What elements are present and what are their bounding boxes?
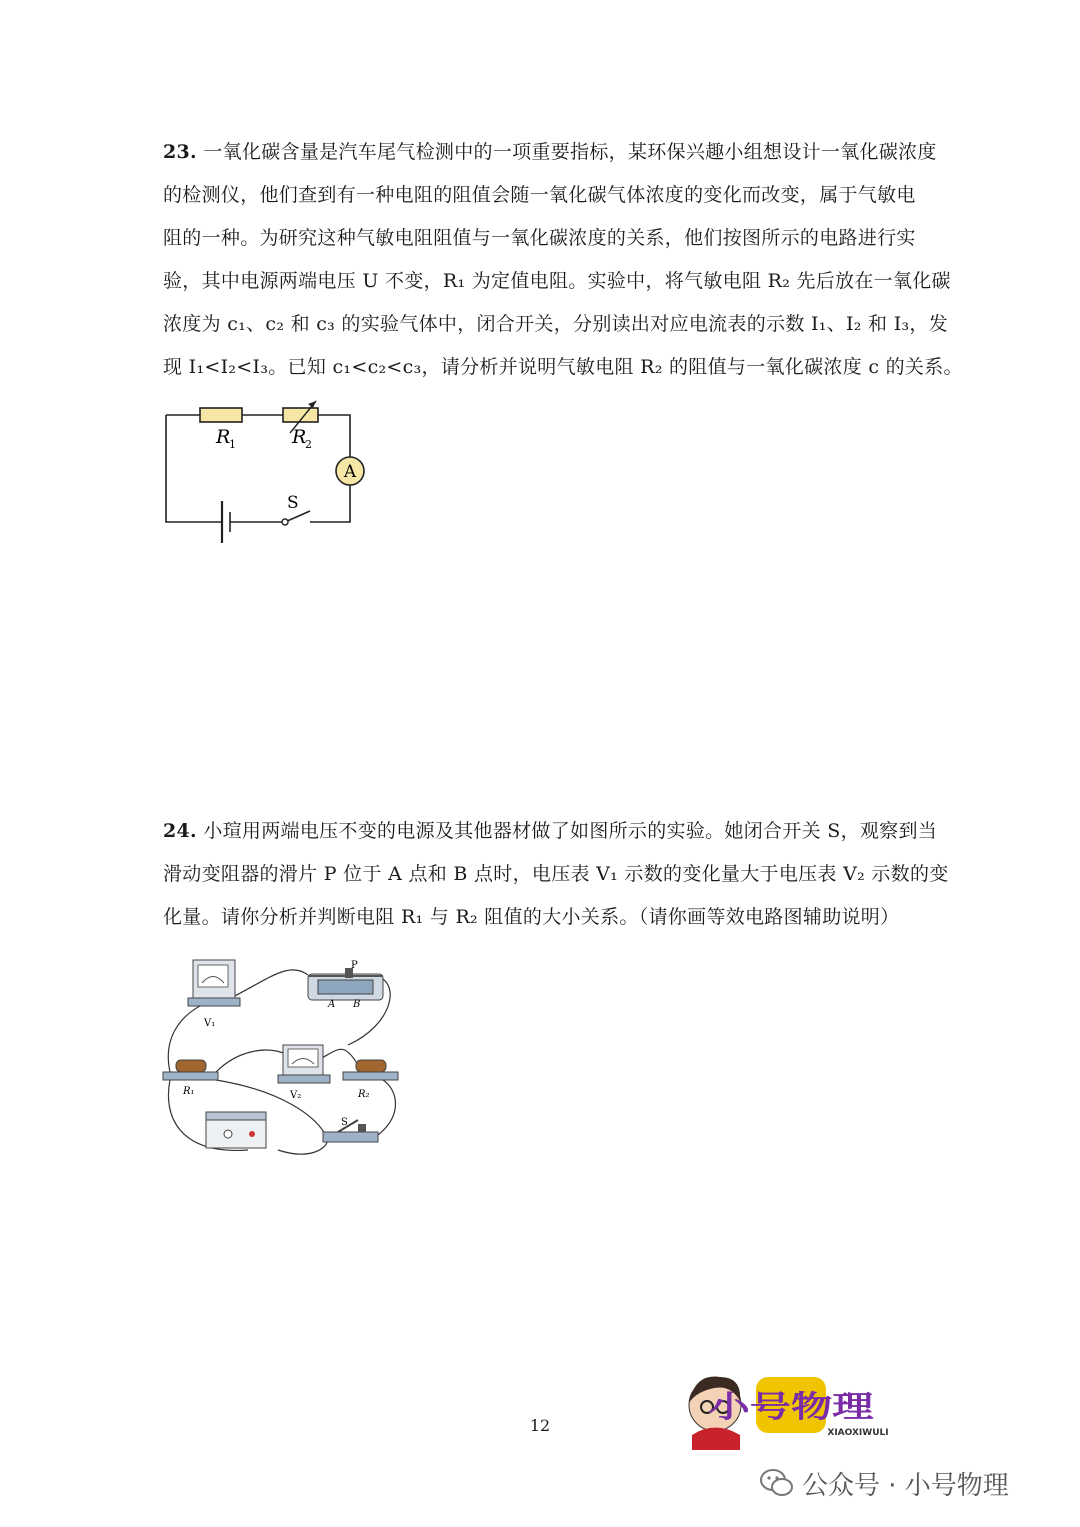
sliding-rheostat [308,968,383,1000]
slider-p-label: P [351,960,358,971]
question-24 [163,810,949,939]
watermark-text: 公众号 · 小号物理 [802,1470,1009,1501]
r1-subscript: 1 [229,438,236,451]
resistor-r1 [163,1060,218,1080]
power-supply [206,1112,266,1148]
q24-apparatus-illustration [158,940,403,1165]
r1-label: R₁ [183,1086,195,1097]
q23-number: 23. [163,141,197,163]
q23-line-5: 浓度为 c₁、c₂ 和 c₃ 的实验气体中，闭合开关，分别读出对应电流表的示数 I₁、I₂ 和 I₃，发 [163,313,949,335]
wechat-icon [760,1468,794,1498]
q23-line-3: 阻的一种。为研究这种气敏电阻阻值与一氧化碳浓度的关系，他们按图所示的电路进行实 [163,227,916,249]
point-a-label: A [328,999,336,1010]
point-b-label: B [353,999,361,1010]
switch-s [323,1120,378,1142]
r2-label: R₂ [358,1089,370,1100]
page-number: 12 [529,1416,551,1435]
switch-contact [282,519,288,525]
question-23 [163,131,963,389]
switch-label: S [341,1117,348,1128]
voltmeter-v2 [278,1045,330,1083]
logo-sub-text: XIAOXIWULI [827,1428,889,1438]
q24-number: 24. [163,820,197,842]
voltmeter-v1 [188,960,240,1006]
q24-line-1: 24. 小瑄用两端电压不变的电源及其他器材做了如图所示的实验。她闭合开关 S，观察到当 [163,820,938,842]
r1-resistor [200,408,242,422]
switch-label: S [287,493,299,513]
logo-main-text: 小号物理 [708,1390,874,1425]
q24-line-3: 化量。请你分析并判断电阻 R₁ 与 R₂ 阻值的大小关系。（请你画等效电路图辅助说明） [163,906,900,928]
brand-logo [680,1365,930,1450]
v1-label: V₁ [204,1018,216,1029]
q23-line-6: 现 I₁<I₂<I₃。已知 c₁<c₂<c₃，请分析并说明气敏电阻 R₂ 的阻值与一氧化碳浓度 c 的关系。 [163,356,963,378]
q23-line-2: 的检测仪，他们查到有一种电阻的阻值会随一氧化碳气体浓度的变化而改变，属于气敏电 [163,184,916,206]
wechat-watermark [760,1465,1009,1501]
r1-label: R [216,426,231,448]
q24-line-2: 滑动变阻器的滑片 P 位于 A 点和 B 点时，电压表 V₁ 示数的变化量大于电压表 V₂ 示数的变 [163,863,949,885]
q23-circuit-diagram [158,395,368,545]
ammeter-label: A [343,462,357,482]
v2-label: V₂ [290,1090,302,1101]
r2-subscript: 2 [305,438,312,451]
r2-label: R [292,426,307,448]
resistor-r2 [343,1060,398,1080]
q23-line-1: 23. 一氧化碳含量是汽车尾气检测中的一项重要指标，某环保兴趣小组想设计一氧化碳浓度 [163,141,937,163]
q23-line-4: 验，其中电源两端电压 U 不变，R₁ 为定值电阻。实验中，将气敏电阻 R₂ 先后放在一氧化碳 [163,270,951,292]
